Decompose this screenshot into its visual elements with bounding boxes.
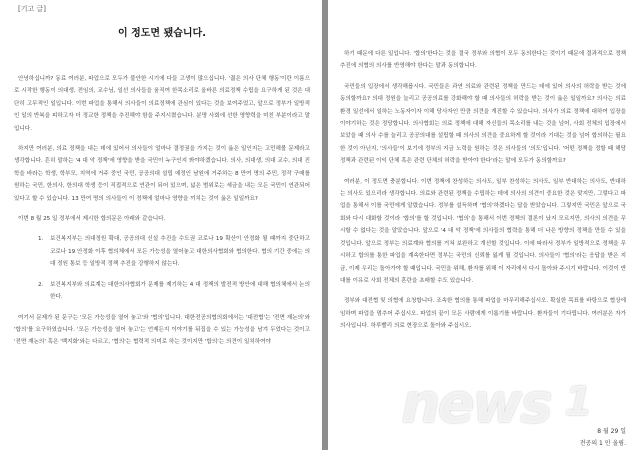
letter-signature: 전공의 1 인 올림.	[579, 440, 626, 447]
watermark-number: 1	[557, 374, 599, 432]
paragraph: 이번 8 월 25 일 정부에서 제시한 합의문은 아래와 같습니다.	[18, 216, 166, 223]
paragraph: 여기서 문제가 된 문구는 '모든 가능성을 열어 놓고'와 '협의'입니다. 대한전공의협의회에서는 '대전협'는 '전면 재논의'와 '합의'를 요구하였습니다. '모든 가능성을 열어 놓고'는 언제든지 이야기를 뒤집을 수 있는 가능성을 남겨 두었다는 것이고 '전면 재논의' 혹은 '백지화'와는 다르고, '협의'는 협력적 의미로 하는 것이지만 '합의'는 의견이 일치하여야	[14, 314, 310, 346]
paragraph: 안녕하십니까? 동료 여러분, 파업으로 모두가 불안한 시기에 다들 고생이 많으십니다. '젊은 의사 단체 행동'이란 이름으로 시작한 행동이 의대생, 전임의, 교수님, 일선 의사들을 움직여 한목소리로 올바른 의료정책 수립을 요구하게 된 것은 대단히 고무적인 일입니다. 이번 파업을 통해서 의사들이 의료정책에 관심이 있다는 것을 보여주었고, 앞으로 정부가 일방적인 일의 반복을 피하고자 더 정교한 정책을 추진해야 함을 주지시켰습니다. 분명 사회에 선한 영향력을 미친 부분이라고 말입니다.	[14, 76, 310, 132]
paragraph: 정부와 대전협 및 의협에 요청합니다. 조속한 협의를 통해 파업을 마무리해주십시오. 확실한 목표를 바탕으로 협상에 임하며 파업을 멈추어 주십시오. 파업의 끝이 모든 사람에게 이롭기를 바랍니다. 환자들이 기다립니다. 여러분은 자가 의사입니다. 하루빨리 의료 현장으로 돌아와 주십시오.	[340, 298, 626, 330]
news1-watermark-logo	[400, 368, 600, 438]
agreement-item	[38, 279, 310, 304]
paragraph: 하지만 여러분, 의료 정책을 내는 데에 있어서 의사들이 얼마나 결정권을 가지는 것이 옳은 일인지는 고민해볼 문제라고 생각합니다. 흔히 말하는 '4 대 악 정책'에 영향을 받을 국민이 누구인지 봐야하겠습니다. 의사, 의대생, 의대 교수, 의대 진학을 바라는 학생, 학부모, 지역에 거주 중인 국민, 공공의대 설립 예정인 남원에 거주하는 8 만여 명의 주민, 정작 구매를 원하는 국민, 한의사, 한의대 학생 등이 직접적으로 연관이 되어 있으며, 넓은 범위로는 세금을 내는 모든 국민이 연관되어 있다고 할 수 있습니다. 13 만여 명의 의사들이 이 정책에 얼마나 영향을 끼치는 것이 옳은 일일까요?	[14, 146, 310, 202]
agreement-item	[38, 233, 310, 270]
article-title: 이 정도면 됐습니다.	[117, 28, 207, 39]
paragraph: 하기 때문에 다른 일입니다. '합의'한다는 것을 결국 정부와 의협이 모두 동의한다는 것이기 때문에 결과적으로 정책 추진에 의협의 의사를 반영해야 한다는 말과 동의합니다.	[340, 51, 626, 70]
watermark-brand: news	[401, 371, 551, 435]
list-number: 1.	[38, 236, 44, 243]
list-text: 보건복지부와 의료계는 대한의사협회가 문제를 제기하는 4 대 정책의 발전적 방안에 대해 협의체에서 논의한다.	[50, 281, 310, 301]
paragraph: 국민들의 입장에서 생각해봅시다. 국민들은 과연 의료와 관련된 정책을 만드는 데에 있어 의사의 허락을 받는 것에 동의할까요? 의대 정원을 늘리고 공공의료를 강화해야 할 때 의사들의 허락을 받는 것이 옳은 일일까요? 의사는 의료 환경 일선에서 일하는 노동자이자 이해 당사자인 만큼 의견을 개진할 수 있습니다. 의사가 의료 정책에 대하여 입장을 이야기하는 것은 정당합니다. 의사협회는 의료 정책에 대해 자신들의 목소리를 내는 것을 넘어, 사회 전체의 입장에서 보았을 때 의사 수를 늘리고 공공의대를 설립할 때 의사의 의견을 중요하게 할 것이라 기대는 것을 넘어 합의하는 필요한 것이 아닌지, '의사들'이 보기에 정부의 지금 노력을 원하는 것은 의사들의 '의도'입니다. '어떤 정책을 정할 때 해당 정책과 관련된 이익 단체 혹은 관련 단체의 허락을 받아야 한다'라는 말에 모두가 동의할까요?	[340, 83, 626, 165]
letter-date: 8 월 29 일	[597, 428, 626, 435]
list-number: 2.	[38, 281, 44, 288]
article-tag: [기고 글]	[18, 5, 46, 13]
paragraph: 여러분, 이 정도면 충분합니다. 이번 정책에 찬성하는 의사도, 일부 찬성하는 의사도, 일부 반대하는 의사도, 반대하는 의사도 있으리라 생각합니다. 의료와 관련된 정책을 수립하는 데에 의사의 의견이 중요한 것은 맞지만, 그렇다고 파업을 통해서 이를 국민에게 알렸습니다. 정부를 설득하며 '협의'하겠다는 답을 받았습니다. 그렇지만 국민은 앞으로 국회와 다시 대화할 것이라 '합의'를 할 것입니다. '협의'을 통해서 이번 정책의 결론이 났지 모르지만, 의사의 의견을 무시할 수 없다는 것을 알았습니다. 앞으로 '4 대 악 정책'에 의사들의 협력을 통해 더 나은 방향의 정책을 만들 수 있을 것입니다. 앞으로 정부는 의료계와 협의를 거쳐 보완하고 개선할 것입니다. 이에 따라서 정부가 일방적으로 정책을 무시하고 합의를 통한 파업을 계속한다면 정부는 국민의 신뢰를 잃게 될 것입니다. 의사들이 '협의'라는 응답을 받은 지금, 이제 우리는 돌아가야 할 때입니다. 국민을 위해, 환자를 위해 이 자리에서 다시 돌아와 주시기 바랍니다. 이것이 반대를 이유로 사회 전체의 혼란을 초래할 수도 있습니다.	[340, 178, 626, 284]
list-text: 보건복지부는 의대정원 확대, 공공의대 신설 추진을 수도권 코로나 19 확산이 안정화 될 때까지 중단하고 코로나 19 안정화 이후 협의체에서 모든 가능성을 열어놓고 대한의사협회와 협의한다. 협의 기간 중에는 의대 정원 통보 등 일방적 정책 추진을 강행하지 않는다.	[50, 236, 310, 268]
